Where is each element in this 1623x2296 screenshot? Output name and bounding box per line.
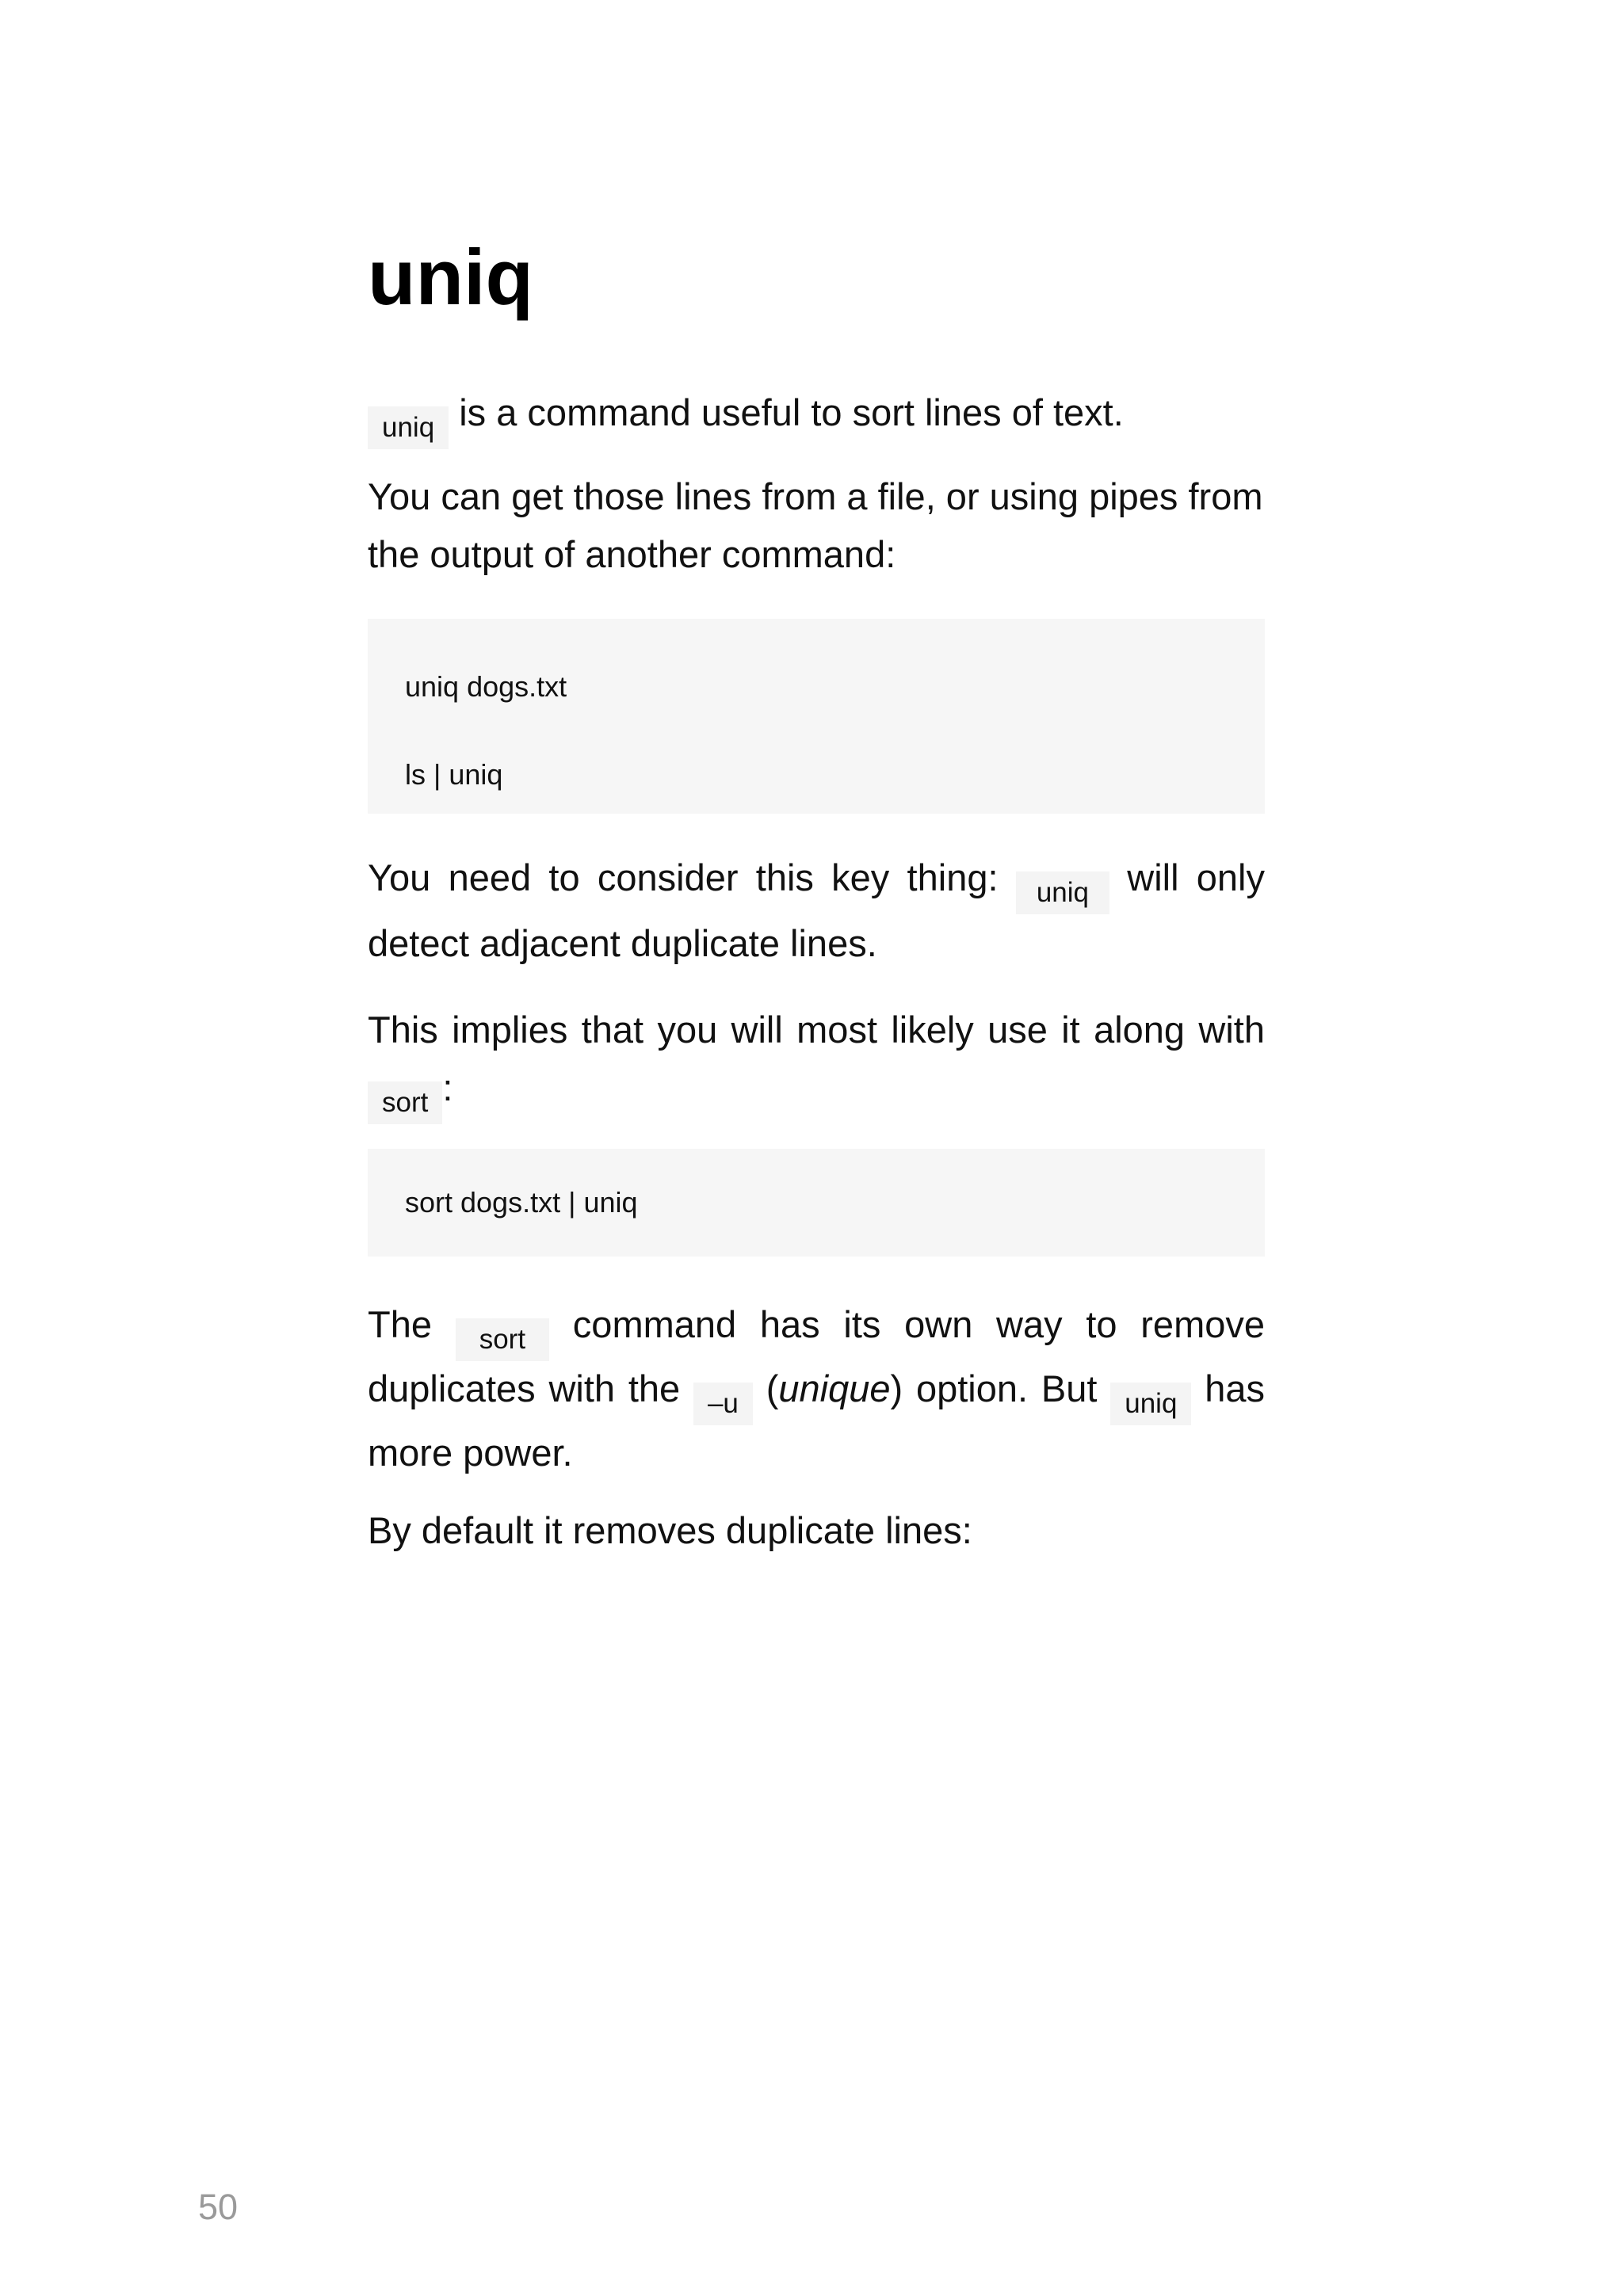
inline-code: uniq (1016, 871, 1109, 914)
page-number: 50 (198, 2187, 239, 2227)
intro-paragraph (368, 383, 1265, 449)
code-block (368, 1149, 1265, 1257)
text-span: ) option. But (890, 1367, 1111, 1409)
code-line: ls | uniq (405, 758, 503, 791)
text-span: You need to consider this key thing: (368, 856, 1016, 898)
code-block (368, 619, 1265, 814)
text-span: will only detect adjacent duplicate lines. (368, 856, 1265, 964)
paragraph-input-sources: You can get those lines from a file, or using pipes from the output of another command: (368, 475, 1263, 575)
emphasis: unique (778, 1367, 891, 1409)
text-span: : (442, 1066, 453, 1108)
paragraph-use-with-sort (368, 1001, 1265, 1124)
paragraph-default-behavior: By default it removes duplicate lines: (368, 1509, 972, 1551)
text-span: has more power. (368, 1367, 1265, 1474)
inline-code: uniq (368, 406, 449, 449)
text-span: command has its own way to remove duplicates with the (368, 1303, 1266, 1409)
inline-code: sort (456, 1318, 549, 1361)
paragraph-sort-unique-option (368, 1297, 1265, 1480)
code-line: sort dogs.txt | uniq (405, 1186, 638, 1219)
text-span: This implies that you will most likely use it along with (368, 1009, 1265, 1051)
intro-text: is a command useful to sort lines of text. (449, 391, 1124, 433)
inline-code: uniq (1110, 1383, 1191, 1425)
text-span: ( (752, 1367, 779, 1409)
text-span: The (368, 1303, 456, 1345)
paragraph-adjacent-duplicates (368, 849, 1265, 972)
inline-code: sort (368, 1081, 442, 1124)
inline-code: –u (693, 1383, 753, 1425)
page-title: uniq (368, 233, 533, 321)
code-line: uniq dogs.txt (405, 670, 567, 703)
